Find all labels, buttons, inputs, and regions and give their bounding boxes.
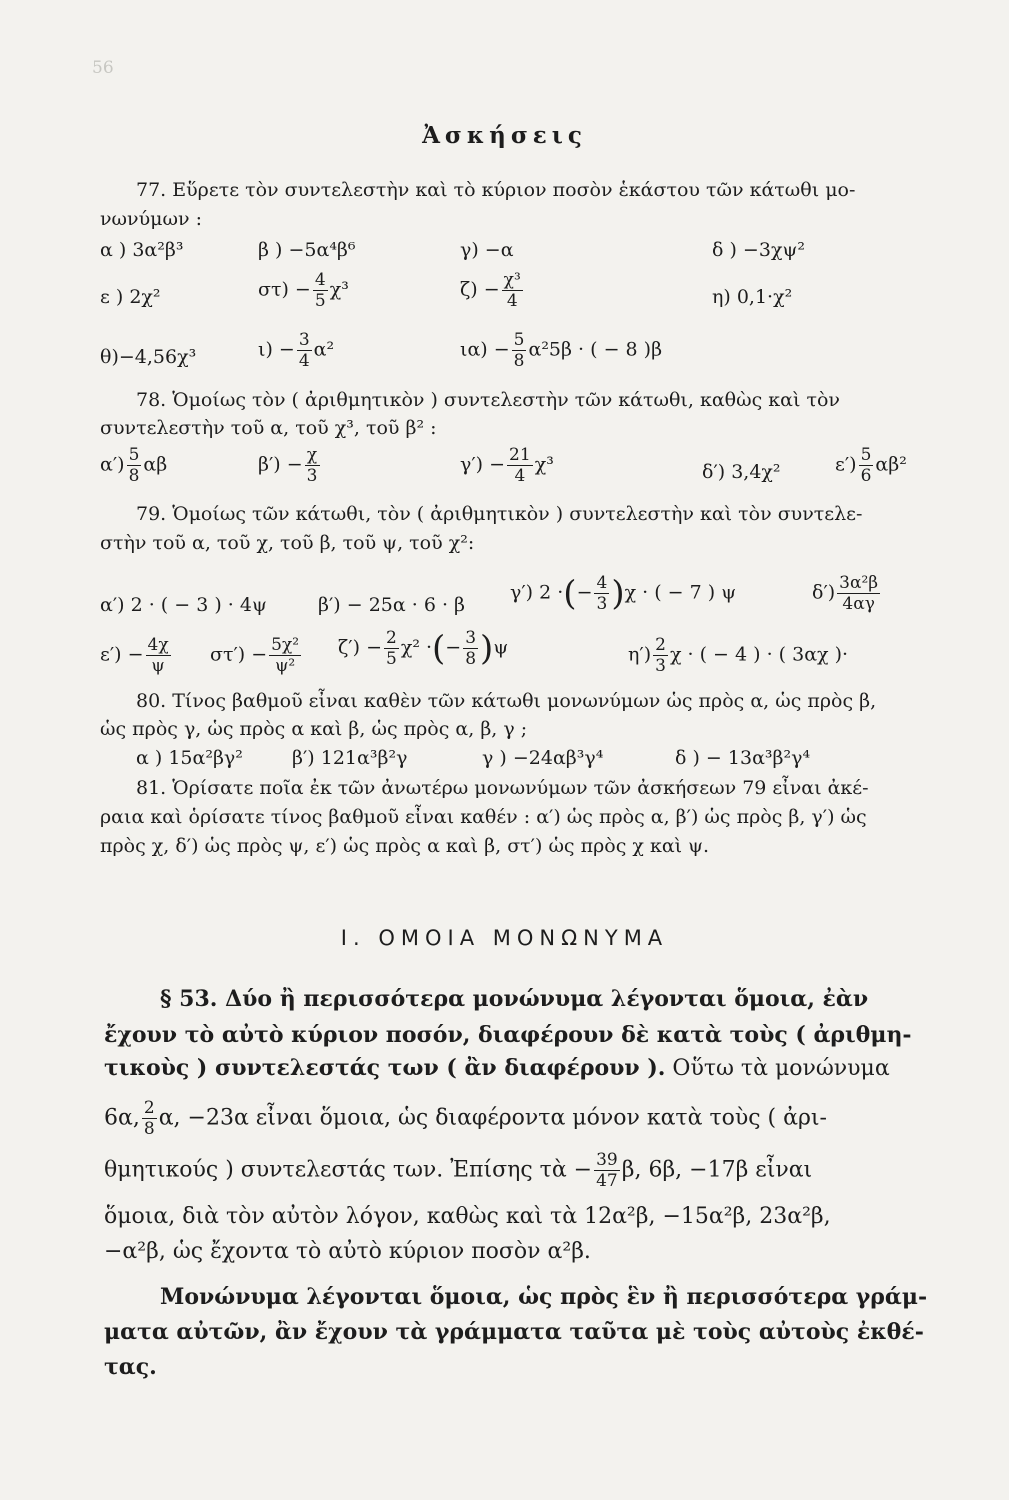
ex79-item-z: ζ′) − $\frac{2}{5}$ χ² ·(− $\frac{3}{8}$ )ψ — [338, 628, 509, 669]
ex80-item-c: γ ) −24αβ³γ⁴ — [482, 747, 604, 769]
definition-line-1: Μονώνυμα λέγονται ὅμοια, ὡς πρὸς ἓν ἢ περισσότερα γράμ- — [160, 1284, 928, 1310]
fraction: $\frac{3}{8}$ — [465, 628, 477, 669]
definition-line-3: τας. — [104, 1354, 157, 1380]
fraction: $\frac{\text{χ³}}{4}$ — [503, 270, 521, 311]
fraction: $\frac{4}{5}$ — [314, 270, 326, 311]
ex79-item-b: β′) − 25α · 6 · β — [318, 594, 466, 616]
ex77-item-h: η) 0,1·χ² — [712, 286, 793, 308]
ex77-item-b: β ) −5α⁴β⁶ — [258, 239, 356, 261]
ex79-intro-line-1: 79. Ὁμοίως τῶν κάτωθι, τὸν ( ἀριθμητικὸν ) συντελεστὴν καὶ τὸν συντελε- — [136, 503, 863, 525]
ex79-item-a: α′) 2 · ( − 3 ) · 4ψ — [100, 594, 267, 616]
ex79-item-d: δ′) $\frac{\text{3α²β}}{4\alpha\gamma}$ — [812, 573, 879, 614]
ex80-item-a: α ) 15α²βγ² — [136, 747, 243, 769]
ex80-item-b: β′) 121α³β²γ — [292, 747, 408, 769]
ex77-item-a: α ) 3α²β³ — [100, 239, 184, 261]
fraction: $\frac{2}{5}$ — [385, 628, 397, 669]
sec53-line-2: ἔχουν τὸ αὐτὸ κύριον ποσόν, διαφέρουν δὲ κατὰ τοὺς ( ἀριθμη- — [104, 1022, 912, 1048]
ex80-intro-line-1: 80. Τίνος βαθμοῦ εἶναι καθὲν τῶν κάτωθι μονωνύμων ὡς πρὸς α, ὡς πρὸς β, — [136, 690, 877, 712]
ex77-intro-line-1: 77. Εὕρετε τὸν συντελεστὴν καὶ τὸ κύριον ποσὸν ἑκάστου τῶν κάτωθι μο- — [136, 179, 856, 201]
sec53-line-7: −α²β, ὡς ἔχοντα τὸ αὐτὸ κύριον ποσὸν α²β. — [104, 1239, 591, 1264]
ex78-intro-line-2: συντελεστὴν τοῦ α, τοῦ χ³, τοῦ β² : — [100, 417, 437, 439]
ex78-item-c: γ′) − $\frac{21}{4}$ χ³ — [460, 445, 554, 486]
fraction: $\frac{39}{47}$ — [596, 1150, 618, 1191]
sec53-line-6: ὅμοια, διὰ τὸν αὐτὸν λόγον, καθὼς καὶ τὰ 12α²β, −15α²β, 23α²β, — [104, 1204, 831, 1229]
ex77-item-c: γ) −α — [460, 239, 514, 261]
fraction: $\frac{\chi}{3}$ — [306, 445, 318, 486]
fraction: $\frac{4}{3}$ — [596, 573, 608, 614]
fraction: $\frac{4\chi}{\psi}$ — [147, 635, 169, 676]
ex78-item-e: ε′) $\frac{5}{6}$ αβ² — [835, 445, 907, 486]
fraction: $\frac{\text{5χ²}}{\text{ψ²}}$ — [271, 635, 300, 676]
ex77-item-ia: ια) − $\frac{5}{8}$ α²5β · ( − 8 )β — [460, 330, 663, 371]
fraction: $\frac{21}{4}$ — [509, 445, 531, 486]
section-title: I. ΟΜΟΙΑ ΜΟΝΩΝΥΜΑ — [340, 926, 669, 950]
ex78-item-b: β′) − $\frac{\chi}{3}$ — [258, 445, 318, 486]
ex77-item-d: δ ) −3χψ² — [712, 239, 805, 261]
ex81-line-3: πρὸς χ, δ′) ὡς πρὸς ψ, ε′) ὡς πρὸς α καὶ β, στ′) ὡς πρὸς χ καὶ ψ. — [100, 835, 710, 857]
fraction: $\frac{3}{4}$ — [298, 330, 310, 371]
fraction: $\frac{5}{8}$ — [128, 445, 140, 486]
page-heading: Ἀσκήσεις — [422, 122, 587, 149]
ex78-item-a: α′) $\frac{5}{8}$ αβ — [100, 445, 168, 486]
ex77-intro-line-2: νωνύμων : — [100, 208, 202, 230]
ex81-line-1: 81. Ὁρίσατε ποῖα ἐκ τῶν ἀνωτέρω μονωνύμων τῶν ἀσκήσεων 79 εἶναι ἀκέ- — [136, 777, 869, 799]
definition-line-2: ματα αὐτῶν, ἂν ἔχουν τὰ γράμματα ταῦτα μὲ τοὺς αὐτοὺς ἐκθέ- — [104, 1319, 924, 1345]
ex77-item-i: ι) − $\frac{3}{4}$ α² — [258, 330, 335, 371]
ex79-item-e: ε′) − $\frac{4\chi}{\psi}$ — [100, 635, 169, 676]
ex80-intro-line-2: ὡς πρὸς γ, ὡς πρὸς α καὶ β, ὡς πρὸς α, β, γ ; — [100, 718, 528, 740]
ex79-item-h: η′) $\frac{2}{3}$ χ · ( − 4 ) · ( 3αχ )· — [628, 635, 849, 676]
fraction: $\frac{5}{6}$ — [860, 445, 872, 486]
page-number: 56 — [92, 58, 114, 78]
sec53-line-4: 6α, $\frac{2}{8}$ α, −23α εἶναι ὅμοια, ὡς διαφέροντα μόνον κατὰ τοὺς ( ἀρι- — [104, 1098, 827, 1139]
ex78-intro-line-1: 78. Ὁμοίως τὸν ( ἀριθμητικὸν ) συντελεστὴν τῶν κάτωθι, καθὼς καὶ τὸν — [136, 389, 840, 411]
ex77-item-z: ζ) − $\frac{\text{χ³}}{4}$ — [460, 270, 521, 311]
sec53-line-5: θμητικούς ) συντελεστάς των. Ἐπίσης τὰ − $\frac{39}{47}$ β, 6β, −17β εἶναι — [104, 1150, 813, 1191]
sec53-line-3: τικοὺς ) συντελεστάς των ( ἂν διαφέρουν ). Οὕτω τὰ μονώνυμα — [104, 1055, 890, 1081]
ex79-item-c: γ′) 2 ·(− $\frac{4}{3}$ )χ · ( − 7 ) ψ — [510, 573, 737, 614]
ex79-intro-line-2: στὴν τοῦ α, τοῦ χ, τοῦ β, τοῦ ψ, τοῦ χ²: — [100, 532, 475, 554]
ex77-item-st: στ) − $\frac{4}{5}$ χ³ — [258, 270, 349, 311]
fraction: $\frac{5}{8}$ — [513, 330, 525, 371]
fraction: $\frac{\text{3α²β}}{4\alpha\gamma}$ — [839, 573, 879, 614]
ex77-item-th: θ)−4,56χ³ — [100, 346, 197, 368]
ex80-item-d: δ ) − 13α³β²γ⁴ — [675, 747, 811, 769]
ex77-item-e: ε ) 2χ² — [100, 286, 161, 308]
ex81-line-2: ραια καὶ ὁρίσατε τίνος βαθμοῦ εἶναι καθέν : α′) ὡς πρὸς α, β′) ὡς πρὸς β, γ′) ὡς — [100, 806, 867, 828]
fraction: $\frac{2}{3}$ — [655, 635, 666, 676]
fraction: $\frac{2}{8}$ — [143, 1098, 155, 1139]
ex78-item-d: δ′) 3,4χ² — [702, 461, 781, 483]
ex79-item-st: στ′) − $\frac{\text{5χ²}}{\text{ψ²}}$ — [210, 635, 300, 676]
sec53-line-1: § 53. Δύο ἢ περισσότερα μονώνυμα λέγονται ὅμοια, ἐὰν — [160, 986, 869, 1012]
